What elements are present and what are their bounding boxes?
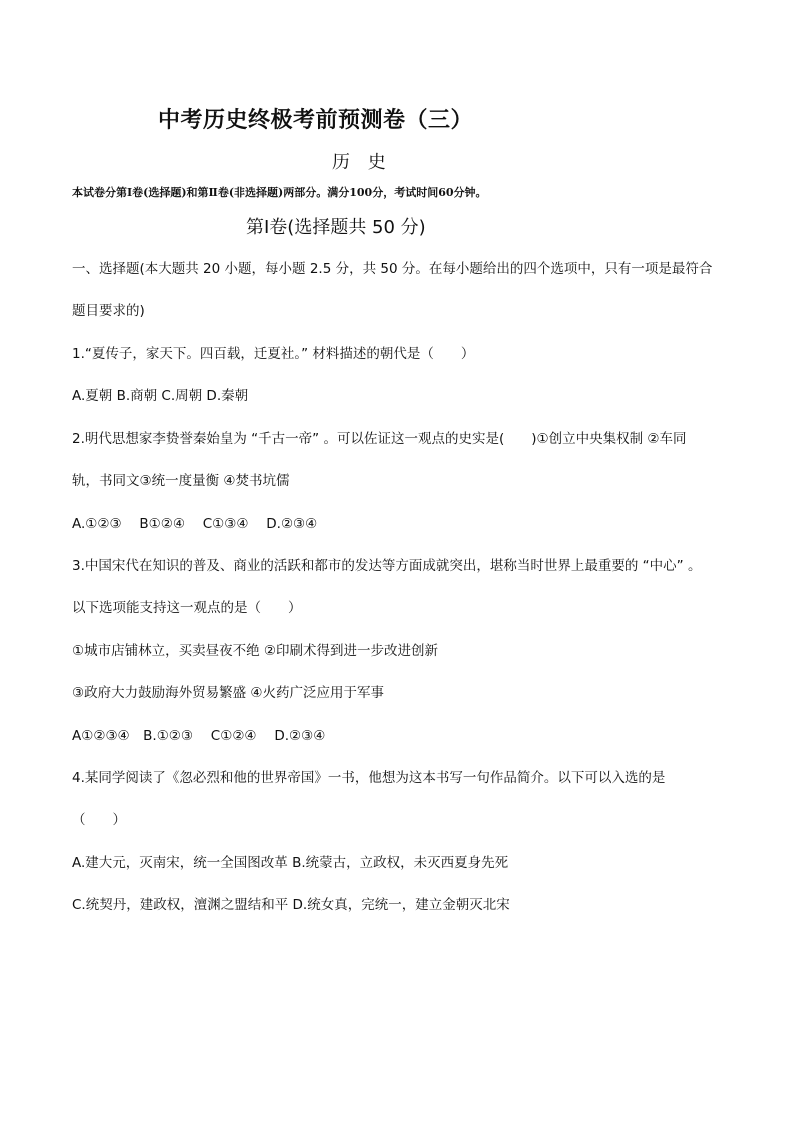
question-1-stem: 1.“夏传子，家天下。四百载，迁夏社。” 材料描述的朝代是（ ） xyxy=(72,346,475,362)
question-3-item: ①城市店铺林立，买卖昼夜不绝 ②印刷术得到进一步改进创新 xyxy=(72,643,438,659)
question-3-options: A①②③④ B.①②③ C①②④ D.②③④ xyxy=(72,728,326,744)
question-3-stem: 以下选项能支持这一观点的是（ ） xyxy=(72,600,302,616)
exam-note: 本试卷分第Ⅰ卷(选择题)和第Ⅱ卷(非选择题)两部分。满分100分，考试时间60分钟。 xyxy=(72,186,487,199)
question-3-stem: 3.中国宋代在知识的普及、商业的活跃和都市的发达等方面成就突出，堪称当时世界上最重要的 “中心” 。 xyxy=(72,558,702,574)
question-4-options: C.统契丹，建政权，澶渊之盟结和平 D.统女真，完统一，建立金朝灭北宋 xyxy=(72,897,510,913)
instructions-line: 一、选择题(本大题共 20 小题，每小题 2.5 分，共 50 分。在每小题给出的四个选项中，只有一项是最符合 xyxy=(72,261,713,277)
exam-title: 中考历史终极考前预测卷（三） xyxy=(158,108,474,133)
question-4-stem: 4.某同学阅读了《忽必烈和他的世界帝国》一书，他想为这本书写一句作品简介。以下可以入选的是 xyxy=(72,770,666,786)
instructions-line: 题目要求的) xyxy=(72,303,145,319)
subject-heading: 历 史 xyxy=(332,152,392,173)
question-3-item: ③政府大力鼓励海外贸易繁盛 ④火药广泛应用于军事 xyxy=(72,685,384,701)
question-4-options: A.建大元，灭南宋，统一全国图改革 B.统蒙古，立政权，未灭西夏身先死 xyxy=(72,855,509,871)
question-2-stem: 2.明代思想家李贽誉秦始皇为 “千古一帝” 。可以佐证这一观点的史实是( )①创立中央集权制 ②车同 xyxy=(72,431,687,447)
question-2-stem: 轨，书同文③统一度量衡 ④焚书坑儒 xyxy=(72,473,290,489)
question-4-stem: （ ） xyxy=(72,812,126,828)
question-2-options: A.①②③ B①②④ C①③④ D.②③④ xyxy=(72,516,318,532)
question-1-options: A.夏朝 B.商朝 C.周朝 D.秦朝 xyxy=(72,388,249,404)
section-title: 第Ⅰ卷(选择题共 50 分) xyxy=(246,217,426,238)
